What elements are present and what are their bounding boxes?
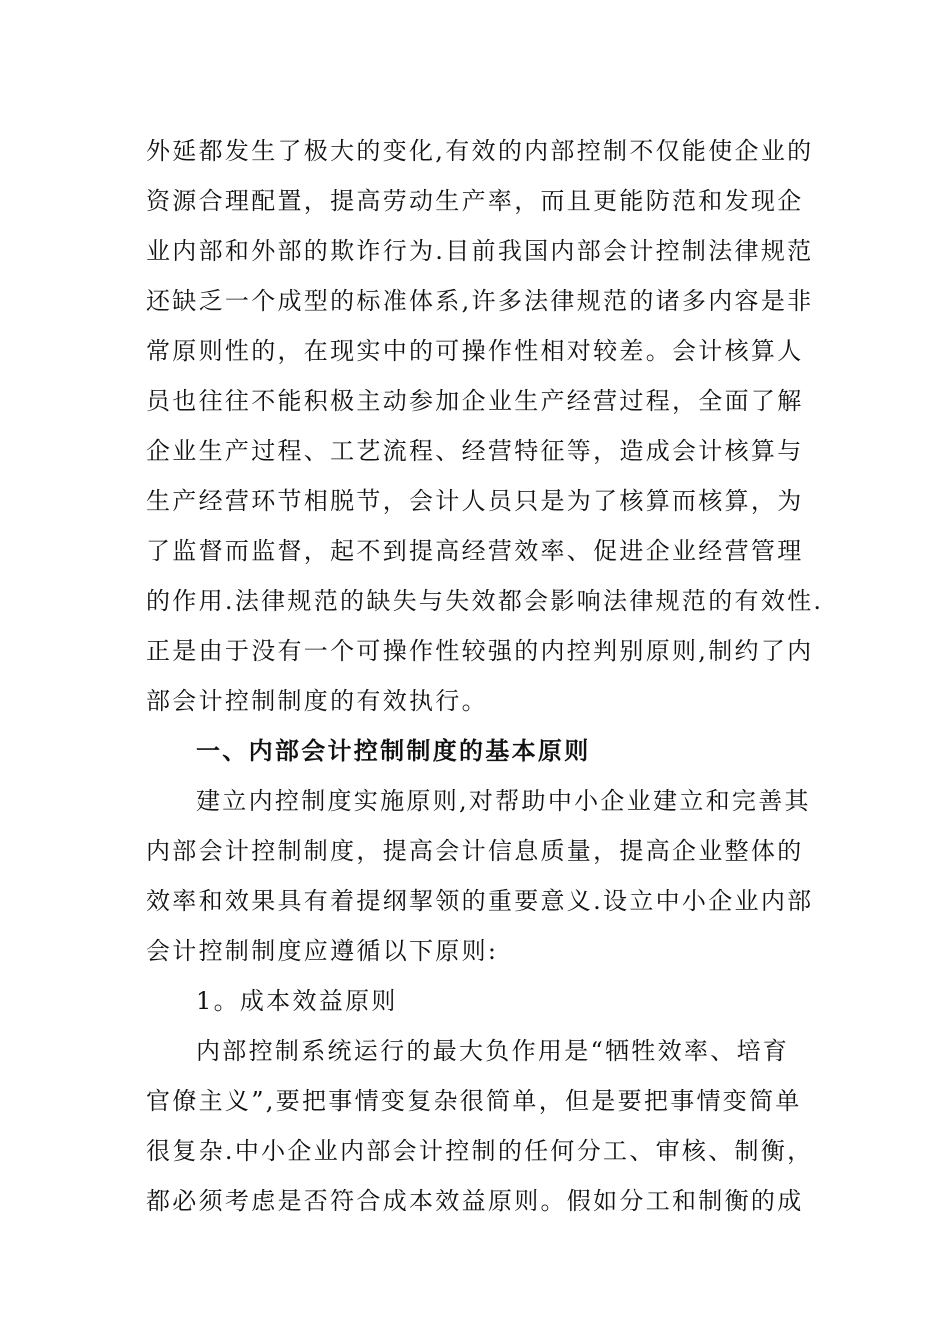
text-line-1: 外延都发生了极大的变化,有效的内部控制不仅能使企业的 — [146, 137, 814, 165]
text-line-5: 常原则性的，在现实中的可操作性相对较差。会计核算人 — [146, 337, 804, 365]
text-line-20: 官僚主义”,要把事情变复杂很简单，但是要把事情变简单 — [146, 1087, 802, 1115]
text-line-4: 还缺乏一个成型的标准体系,许多法律规范的诸多内容是非 — [146, 287, 814, 315]
text-line-10: 的作用.法律规范的缺失与失效都会影响法律规范的有效性. — [146, 587, 824, 615]
text-line-7: 企业生产过程、工艺流程、经营特征等，造成会计核算与 — [146, 437, 804, 465]
text-line-15: 内部会计控制制度，提高会计信息质量，提高企业整体的 — [146, 837, 804, 865]
text-line-6: 员也往往不能积极主动参加企业生产经营过程，全面了解 — [146, 387, 804, 415]
text-line-8: 生产经营环节相脱节，会计人员只是为了核算而核算，为 — [146, 487, 804, 515]
body-text — [146, 126, 824, 1226]
text-line-12: 部会计控制制度的有效执行。 — [146, 687, 488, 715]
text-line-9: 了监督而监督，起不到提高经营效率、促进企业经营管理 — [146, 537, 804, 565]
section-heading: 一、内部会计控制制度的基本原则 — [196, 736, 591, 765]
text-line-16: 效率和效果具有着提纲挈领的重要意义.设立中小企业内部 — [146, 887, 814, 915]
text-line-19: 内部控制系统运行的最大负作用是“牺牲效率、培育 — [196, 1037, 790, 1065]
text-line-2: 资源合理配置，提高劳动生产率，而且更能防范和发现企 — [146, 187, 804, 215]
text-line-21: 很复杂.中小企业内部会计控制的任何分工、审核、制衡， — [146, 1137, 814, 1165]
subsection-heading: 1。成本效益原则 — [196, 987, 398, 1015]
text-line-17: 会计控制制度应遵循以下原则: — [146, 937, 499, 965]
text-line-11: 正是由于没有一个可操作性较强的内控判别原则,制约了内 — [146, 637, 814, 665]
text-line-22: 都必须考虑是否符合成本效益原则。假如分工和制衡的成 — [146, 1187, 804, 1215]
text-line-14: 建立内控制度实施原则,对帮助中小企业建立和完善其 — [196, 787, 811, 815]
text-line-3: 业内部和外部的欺诈行为.目前我国内部会计控制法律规范 — [146, 237, 814, 265]
